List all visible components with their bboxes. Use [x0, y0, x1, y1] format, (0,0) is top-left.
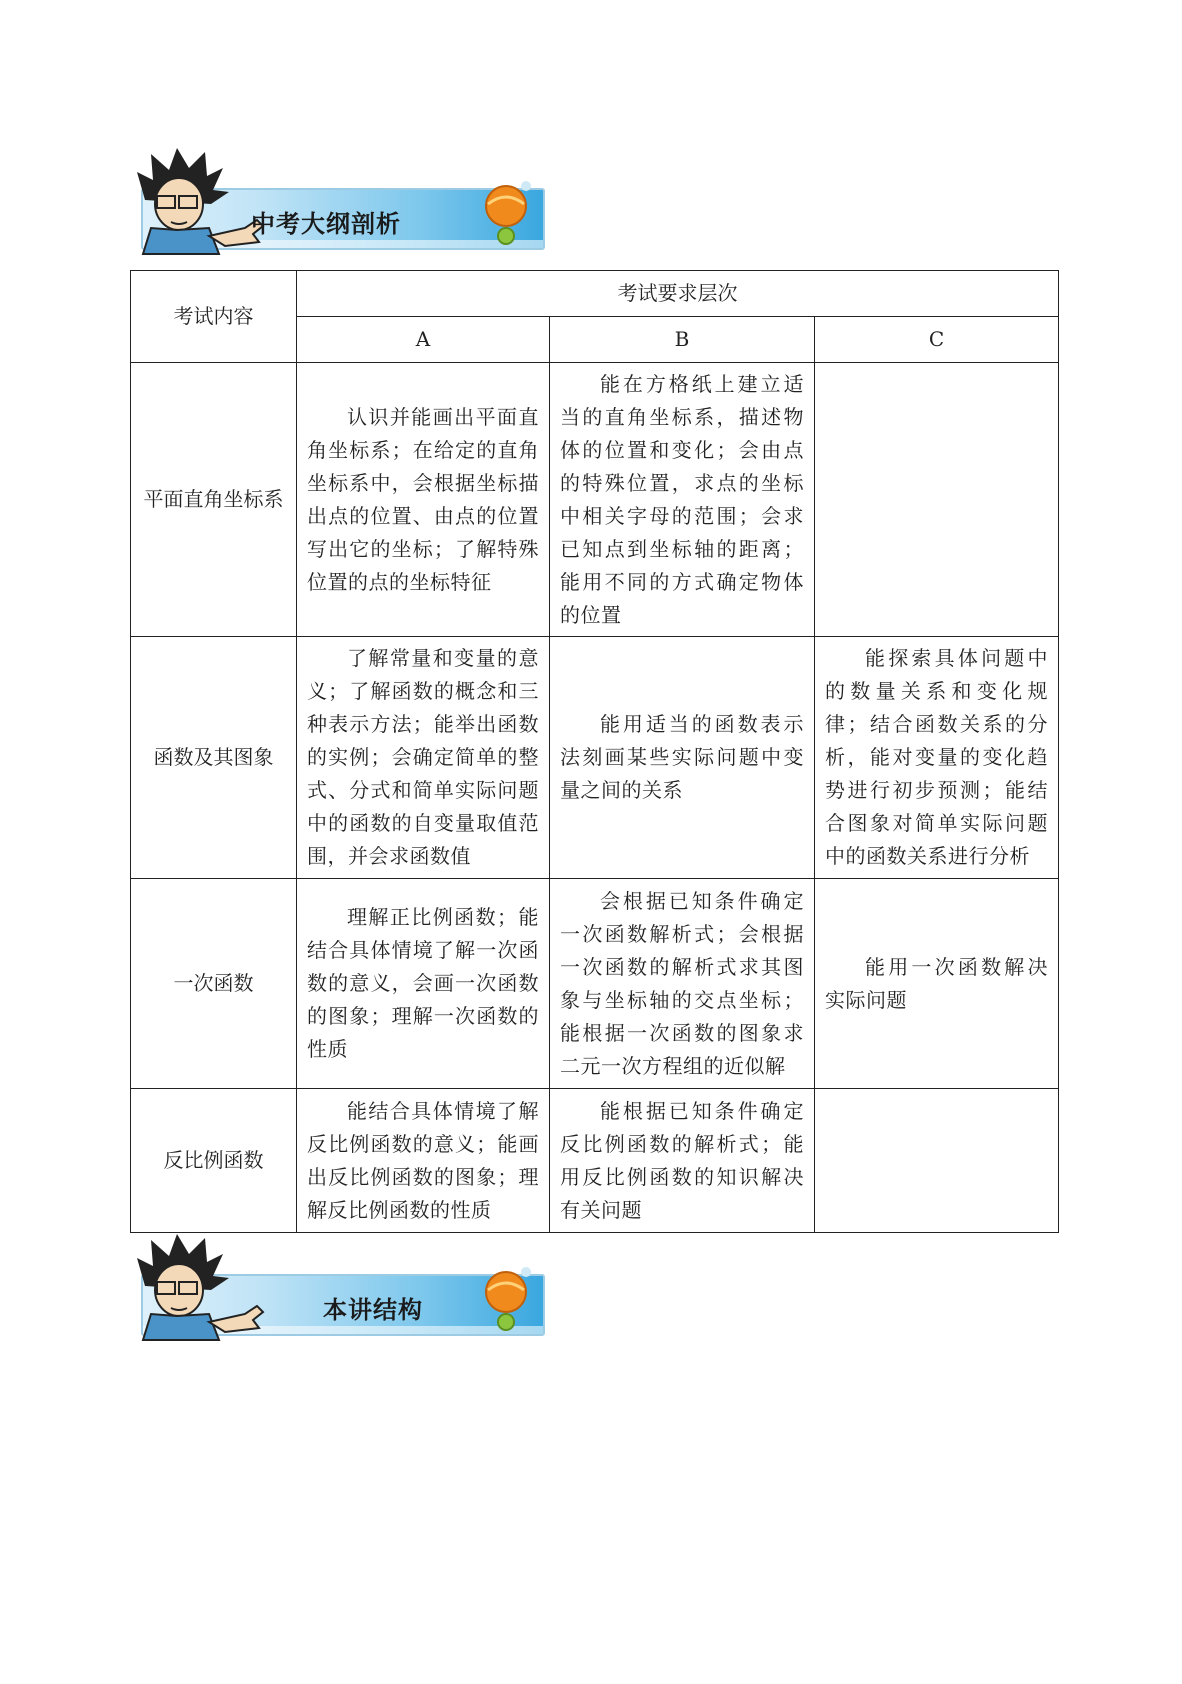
exam-outline-table: [130, 270, 1059, 1233]
table-header-row: [131, 271, 1059, 317]
topic-cell: 反比例函数: [131, 1089, 297, 1233]
teacher-mascot-icon: [133, 142, 273, 257]
header-level-c: C: [815, 317, 1059, 363]
level-a-cell: 认识并能画出平面直角坐标系；在给定的直角坐标系中，会根据坐标描出点的位置、由点的位置写出它的坐标；了解特殊位置的点的坐标特征: [297, 363, 550, 637]
level-b-cell: 能根据已知条件确定反比例函数的解析式；能用反比例函数的知识解决有关问题: [550, 1089, 815, 1233]
banner-title: 本讲结构: [323, 1296, 423, 1324]
ornament-ball-icon: [478, 1264, 538, 1336]
table-row: [131, 637, 1059, 879]
level-a-cell: 理解正比例函数；能结合具体情境了解一次函数的意义，会画一次函数的图象；理解一次函数的性质: [297, 879, 550, 1089]
topic-cell: 平面直角坐标系: [131, 363, 297, 637]
level-c-cell: [815, 363, 1059, 637]
header-exam-content: 考试内容: [131, 271, 297, 363]
teacher-mascot-icon: [133, 1228, 273, 1343]
level-a-cell: 能结合具体情境了解反比例函数的意义；能画出反比例函数的图象；理解反比例函数的性质: [297, 1089, 550, 1233]
section-banner-structure: [133, 1228, 548, 1343]
header-level-a: A: [297, 317, 550, 363]
banner-title: 中考大纲剖析: [251, 210, 401, 238]
level-b-cell: 会根据已知条件确定一次函数解析式；会根据一次函数的解析式求其图象与坐标轴的交点坐标；能根据一次函数的图象求二元一次方程组的近似解: [550, 879, 815, 1089]
section-banner-outline: [133, 142, 548, 257]
topic-cell: 一次函数: [131, 879, 297, 1089]
header-requirement-levels: 考试要求层次: [297, 271, 1059, 317]
level-b-cell: 能用适当的函数表示法刻画某些实际问题中变量之间的关系: [550, 637, 815, 879]
table-row: [131, 879, 1059, 1089]
level-c-cell: 能用一次函数解决实际问题: [815, 879, 1059, 1089]
level-c-cell: 能探索具体问题中的数量关系和变化规律；结合函数关系的分析，能对变量的变化趋势进行初步预测；能结合图象对简单实际问题中的函数关系进行分析: [815, 637, 1059, 879]
level-a-cell: 了解常量和变量的意义；了解函数的概念和三种表示方法；能举出函数的实例；会确定简单的整式、分式和简单实际问题中的函数的自变量取值范围，并会求函数值: [297, 637, 550, 879]
header-level-b: B: [550, 317, 815, 363]
ornament-ball-icon: [478, 178, 538, 250]
level-c-cell: [815, 1089, 1059, 1233]
topic-cell: 函数及其图象: [131, 637, 297, 879]
table-row: [131, 1089, 1059, 1233]
table-row: [131, 363, 1059, 637]
level-b-cell: 能在方格纸上建立适当的直角坐标系，描述物体的位置和变化；会由点的特殊位置，求点的坐标中相关字母的范围；会求已知点到坐标轴的距离；能用不同的方式确定物体的位置: [550, 363, 815, 637]
